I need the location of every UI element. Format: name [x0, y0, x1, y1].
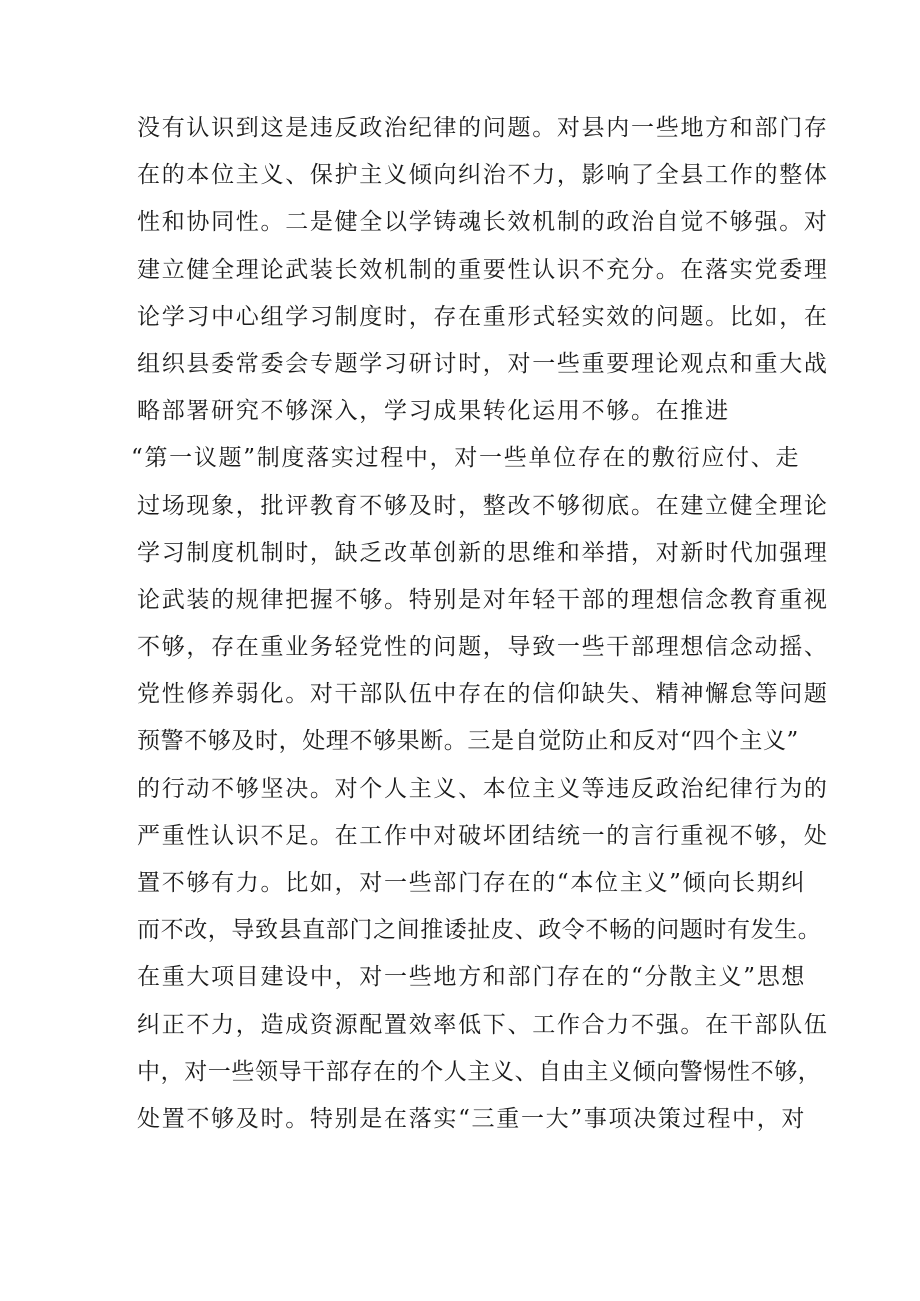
text-line-14: 预警不够及时，处理不够果断。三是自觉防止和反对“四个主义”: [137, 728, 799, 755]
text-line-9: 过场现象，批评教育不够及时，整改不够彻底。在建立健全理论: [137, 492, 829, 519]
text-line-12: 不够，存在重业务轻党性的问题，导致一些干部理想信念动摇、: [137, 634, 829, 661]
text-line-11: 论武装的规律把握不够。特别是对年轻干部的理想信念教育重视: [137, 586, 829, 613]
text-line-7: 略部署研究不够深入，学习成果转化运用不够。在推进: [137, 398, 730, 425]
text-line-19: 在重大项目建设中，对一些地方和部门存在的“分散主义”思想: [137, 964, 807, 991]
text-line-21: 中，对一些领导干部存在的个人主义、自由主义倾向警惕性不够，: [137, 1058, 822, 1085]
text-line-22: 处置不够及时。特别是在落实“三重一大”事项决策过程中，对: [137, 1105, 807, 1132]
text-line-16: 严重性认识不足。在工作中对破坏团结统一的言行重视不够，处: [137, 822, 829, 849]
text-line-8: “第一议题”制度落实过程中，对一些单位存在的敷衍应付、走: [131, 445, 801, 472]
text-line-15: 的行动不够坚决。对个人主义、本位主义等违反政治纪律行为的: [137, 775, 829, 802]
text-line-17: 置不够有力。比如，对一些部门存在的“本位主义”倾向长期纠: [137, 870, 807, 896]
text-line-2: 在的本位主义、保护主义倾向纠治不力，影响了全县工作的整体: [137, 162, 829, 189]
text-line-3: 性和协同性。二是健全以学铸魂长效机制的政治自觉不够强。对: [137, 209, 829, 236]
text-line-1: 没有认识到这是违反政治纪律的问题。对县内一些地方和部门存: [137, 115, 829, 141]
body-text: [131, 105, 829, 1143]
text-line-20: 纠正不力，造成资源配置效率低下、工作合力不强。在干部队伍: [137, 1011, 829, 1038]
text-line-18: 而不改，导致县直部门之间推诿扯皮、政令不畅的问题时有发生。: [137, 917, 822, 944]
text-line-13: 党性修养弱化。对干部队伍中存在的信仰缺失、精神懈怠等问题: [137, 681, 829, 708]
text-line-10: 学习制度机制时，缺乏改革创新的思维和举措，对新时代加强理: [137, 539, 829, 566]
text-line-5: 论学习中心组学习制度时，存在重形式轻实效的问题。比如，在: [137, 303, 829, 330]
text-line-6: 组织县委常委会专题学习研讨时，对一些重要理论观点和重大战: [137, 350, 829, 377]
text-line-4: 建立健全理论武装长效机制的重要性认识不充分。在落实党委理: [137, 256, 829, 283]
